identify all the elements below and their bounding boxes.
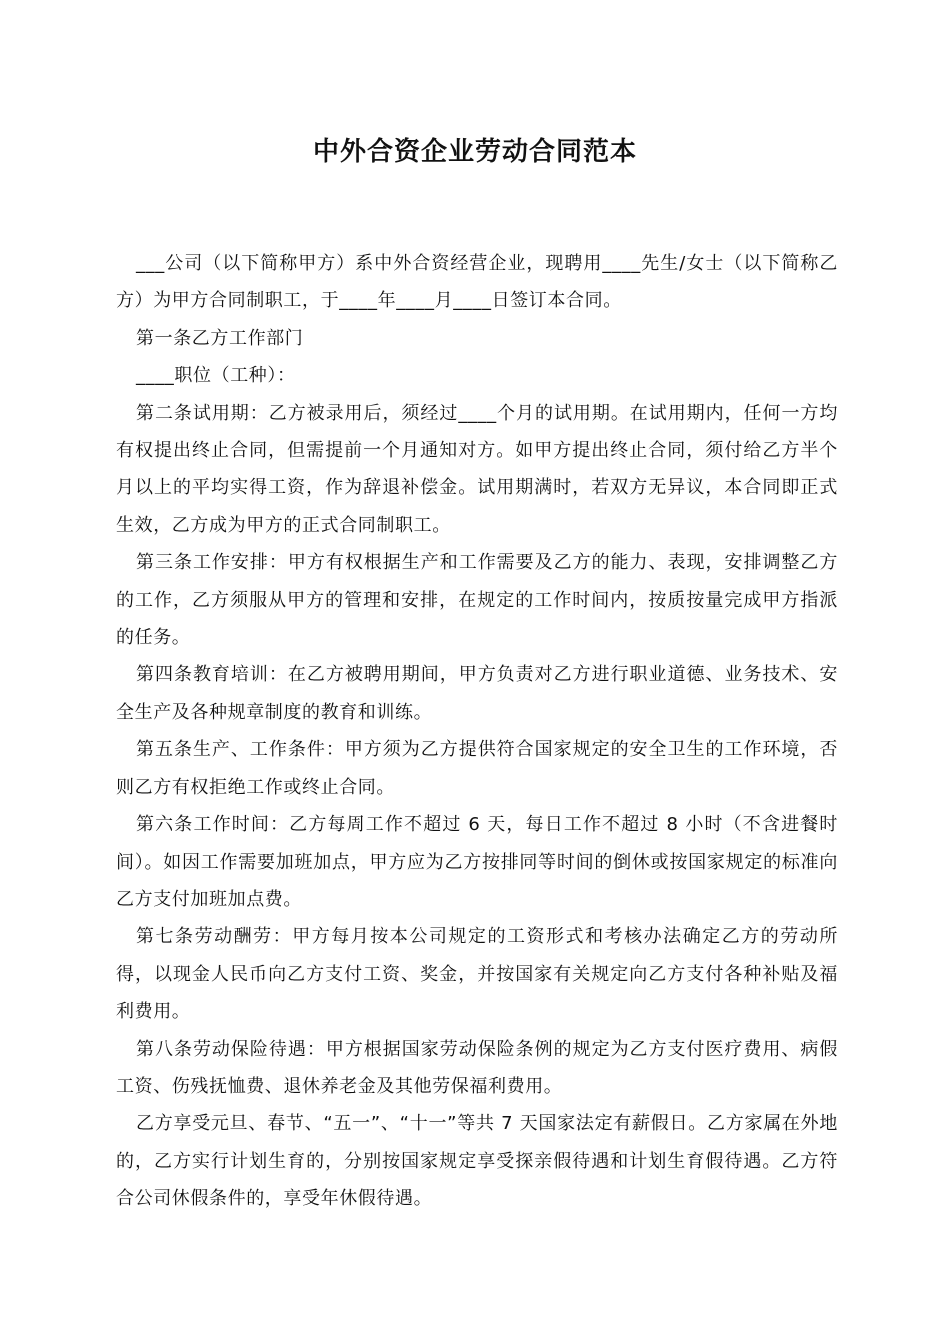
paragraph-holidays: 乙方享受元旦、春节、“五一”、“十一”等共 7 天国家法定有薪假日。乙方家属在外地的，乙方实行计划生育的，分别按国家规定享受探亲假待遇和计划生育假待遇。乙方符合公司休假条件的，享受年休假待遇。 bbox=[116, 1113, 838, 1210]
document-body bbox=[116, 245, 838, 1218]
paragraph-article-1: 第一条乙方工作部门 bbox=[136, 327, 304, 349]
paragraph-article-3: 第三条工作安排：甲方有权根据生产和工作需要及乙方的能力、表现，安排调整乙方的工作，乙方须服从甲方的管理和安排，在规定的工作时间内，按质按量完成甲方指派的任务。 bbox=[116, 552, 838, 649]
paragraph-article-2: 第二条试用期：乙方被录用后，须经过____个月的试用期。在试用期内，任何一方均有权提出终止合同，但需提前一个月通知对方。如甲方提出终止合同，须付给乙方半个月以上的平均实得工资，作为辞退补偿金。试用期满时，若双方无异议，本合同即正式生效，乙方成为甲方的正式合同制职工。 bbox=[116, 402, 838, 536]
paragraph-position: ____职位（工种）： bbox=[136, 365, 296, 387]
document-title: 中外合资企业劳动合同范本 bbox=[312, 137, 637, 167]
paragraph-intro: ___公司（以下简称甲方）系中外合资经营企业，现聘用____先生/女士（以下简称乙方）为甲方合同制职工，于____年____月____日签订本合同。 bbox=[116, 253, 838, 312]
paragraph-article-7: 第七条劳动酬劳：甲方每月按本公司规定的工资形式和考核办法确定乙方的劳动所得，以现金人民币向乙方支付工资、奖金，并按国家有关规定向乙方支付各种补贴及福利费用。 bbox=[116, 926, 838, 1023]
paragraph-article-4: 第四条教育培训：在乙方被聘用期间，甲方负责对乙方进行职业道德、业务技术、安全生产及各种规章制度的教育和训练。 bbox=[116, 664, 838, 723]
paragraph-article-8: 第八条劳动保险待遇：甲方根据国家劳动保险条例的规定为乙方支付医疗费用、病假工资、伤残抚恤费、退休养老金及其他劳保福利费用。 bbox=[116, 1038, 838, 1097]
paragraph-article-5: 第五条生产、工作条件：甲方须为乙方提供符合国家规定的安全卫生的工作环境，否则乙方有权拒绝工作或终止合同。 bbox=[116, 739, 838, 798]
paragraph-article-6: 第六条工作时间：乙方每周工作不超过 6 天，每日工作不超过 8 小时（不含进餐时间）。如因工作需要加班加点，甲方应为乙方按排同等时间的倒休或按国家规定的标准向乙方支付加班加点费。 bbox=[116, 814, 838, 910]
